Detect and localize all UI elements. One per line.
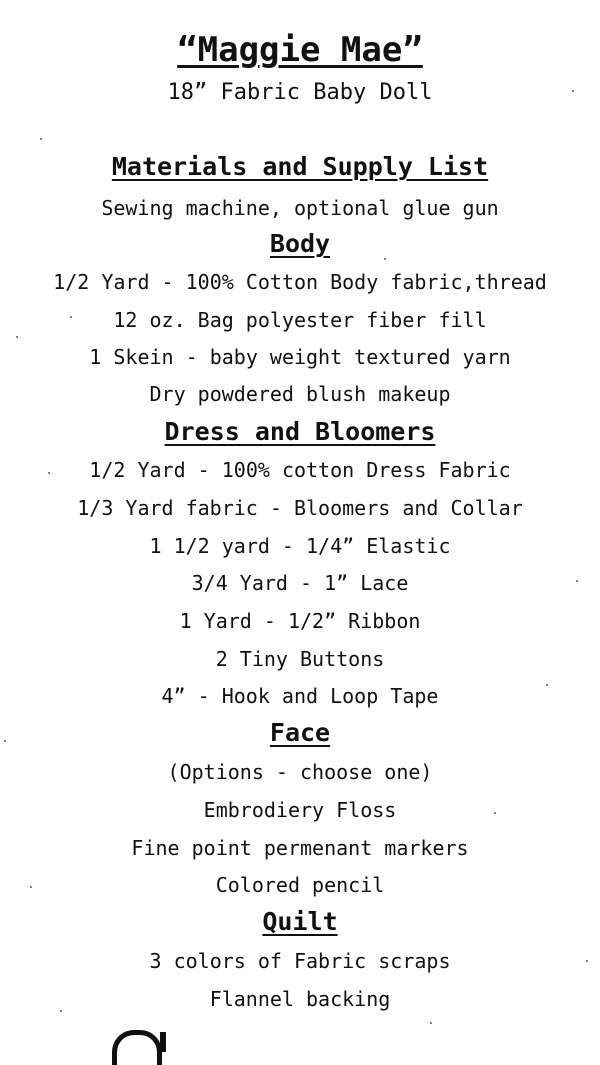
scan-speck	[60, 1010, 62, 1012]
quilt-item: 3 colors of Fabric scraps	[149, 949, 451, 973]
scan-speck	[546, 684, 548, 686]
face-item: (Options - choose one)	[167, 760, 433, 784]
scan-speck	[40, 138, 42, 140]
scan-speck	[384, 258, 386, 260]
quilt-item: Flannel backing	[209, 987, 391, 1011]
scan-speck	[70, 316, 72, 318]
dress-item: 4” - Hook and Loop Tape	[161, 684, 439, 708]
dress-item: 1/3 Yard fabric - Bloomers and Collar	[77, 496, 523, 520]
scan-speck	[4, 740, 6, 742]
scan-speck	[494, 812, 496, 814]
dress-item: 1 Yard - 1/2” Ribbon	[179, 609, 421, 633]
body-item: Dry powdered blush makeup	[149, 382, 451, 406]
doc-title: “Maggie Mae”	[177, 30, 423, 70]
heading-quilt: Quilt	[262, 907, 338, 936]
face-item: Embrodiery Floss	[203, 798, 397, 822]
heading-dress: Dress and Bloomers	[164, 417, 436, 446]
cropped-glyph-fragment	[160, 1032, 166, 1052]
face-item: Colored pencil	[215, 873, 385, 897]
doc-subtitle: 18” Fabric Baby Doll	[167, 80, 433, 105]
heading-body: Body	[269, 229, 331, 258]
scan-speck	[576, 580, 578, 582]
dress-item: 1 1/2 yard - 1/4” Elastic	[149, 534, 451, 558]
body-item: 12 oz. Bag polyester fiber fill	[113, 308, 487, 332]
scan-speck	[430, 1022, 432, 1024]
body-item: 1 Skein - baby weight textured yarn	[89, 345, 511, 369]
heading-materials: Materials and Supply List	[111, 152, 489, 181]
scan-speck	[586, 960, 588, 962]
scan-speck	[48, 472, 50, 474]
materials-item: Sewing machine, optional glue gun	[101, 196, 499, 220]
body-item: 1/2 Yard - 100% Cotton Body fabric,thread	[53, 270, 547, 294]
face-item: Fine point permenant markers	[131, 836, 469, 860]
scan-speck	[30, 886, 32, 888]
scan-speck	[16, 336, 18, 338]
heading-face: Face	[269, 718, 331, 747]
dress-item: 2 Tiny Buttons	[215, 647, 385, 671]
cropped-glyph-fragment	[112, 1030, 162, 1065]
dress-item: 1/2 Yard - 100% cotton Dress Fabric	[89, 458, 511, 482]
dress-item: 3/4 Yard - 1” Lace	[191, 571, 409, 595]
scan-speck	[572, 90, 574, 92]
